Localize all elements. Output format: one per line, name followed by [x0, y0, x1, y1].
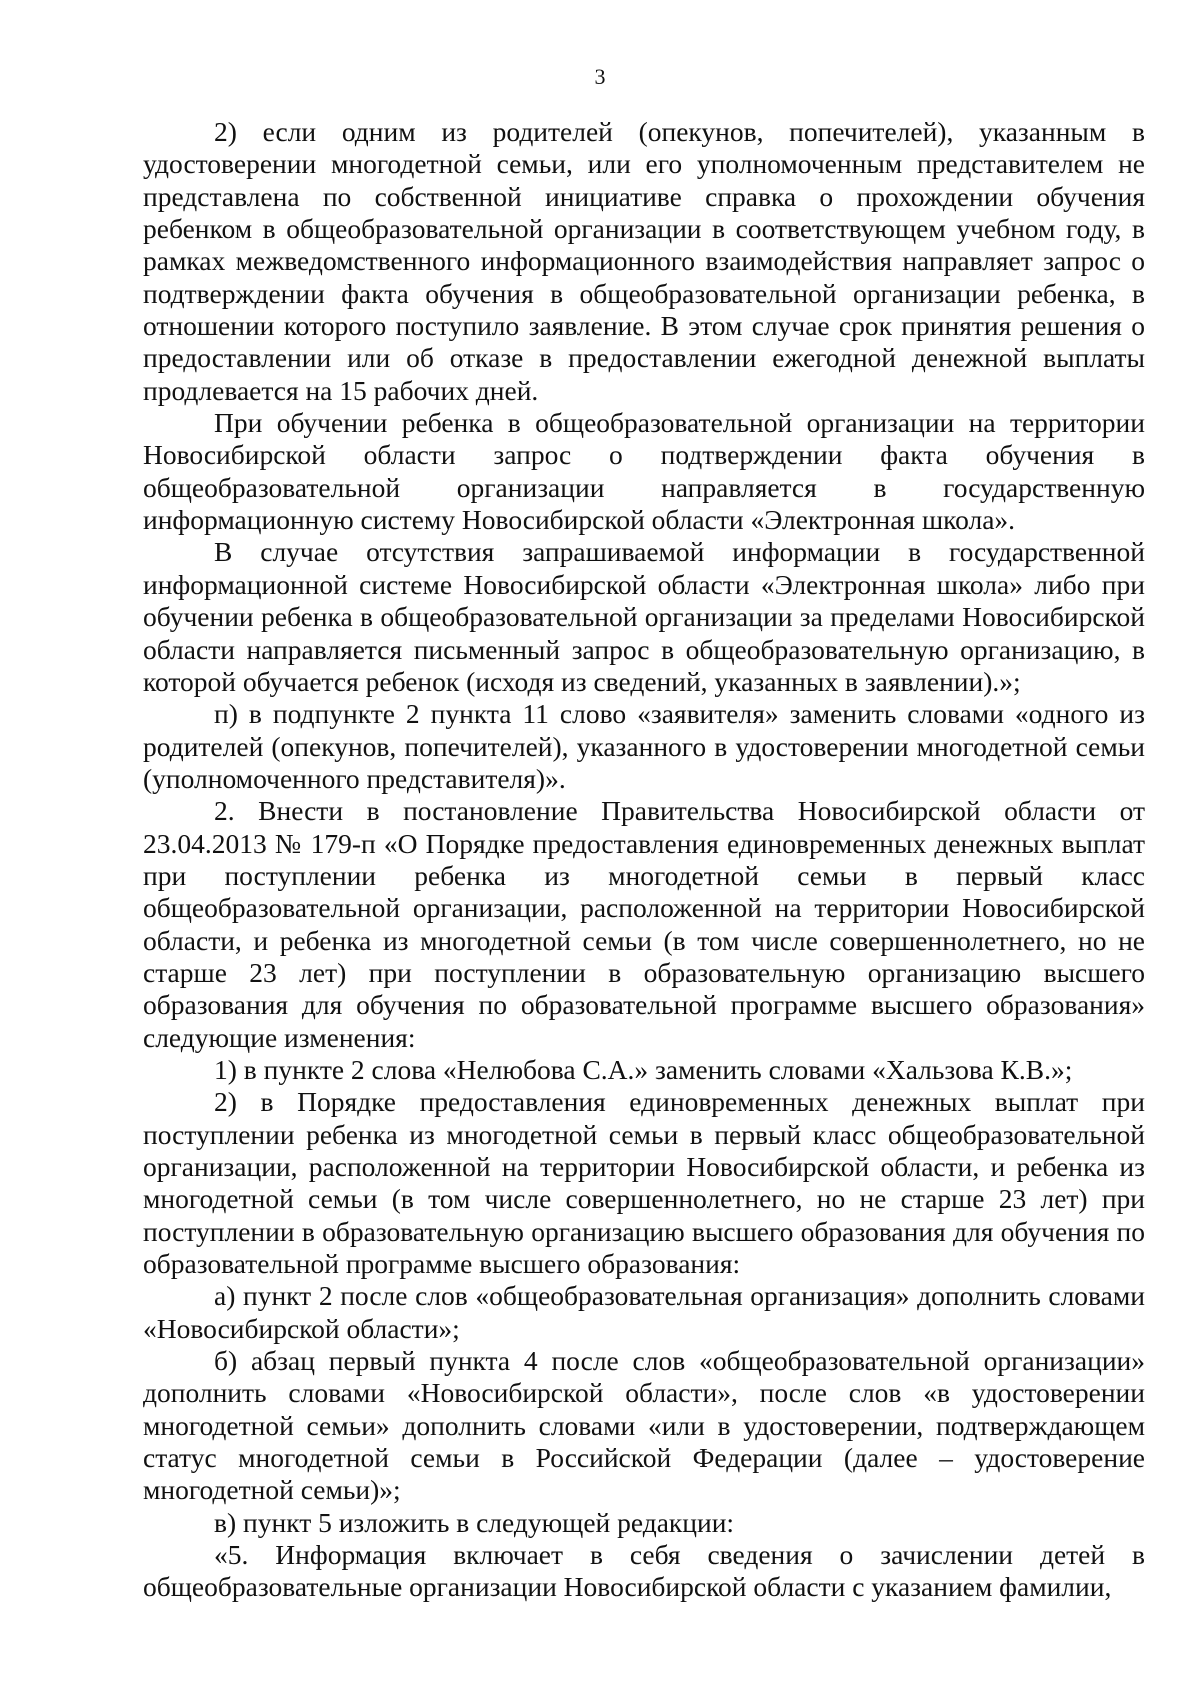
paragraph-10: в) пункт 5 изложить в следующей редакции: — [214, 1506, 735, 1538]
paragraph-4: п) в подпункте 2 пункта 11 слово «заявителя» заменить словами «одного из родителей (опекунов, попечителей), указанного в удостоверении многодетной семьи (уполномоченного представителя)». — [143, 698, 1145, 794]
page-number: 3 — [594, 64, 606, 89]
paragraph-2: При обучении ребенка в общеобразовательной организации на территории Новосибирской области запрос о подтверждении факта обучения в общеобразовательной организации направляется в государственную информационную систему Новосибирской области «Электронная школа». — [143, 407, 1145, 536]
paragraph-3: В случае отсутствия запрашиваемой информации в государственной информационной системе Новосибирской области «Электронная школа» либо при обучении ребенка в общеобразовательной организации за пределами Новосибирской области направляется письменный запрос в общеобразовательную организацию, в которой обучается ребенок (исходя из сведений, указанных в заявлении).»; — [143, 536, 1145, 697]
paragraph-9: б) абзац первый пункта 4 после слов «общеобразовательной организации» дополнить словами «Новосибирской области», после слов «в удостоверении многодетной семьи» дополнить словами «или в удостоверении, подтверждающем статус многодетной семьи в Российской Федерации (далее – удостоверение многодетной семьи)»; — [143, 1345, 1145, 1506]
paragraph-8: а) пункт 2 после слов «общеобразовательная организация» дополнить словами «Новосибирской области»; — [143, 1280, 1145, 1344]
document-body — [143, 116, 1145, 1604]
paragraph-5: 2. Внести в постановление Правительства Новосибирской области от 23.04.2013 № 179-п «О Порядке предоставления единовременных денежных выплат при поступлении ребенка из многодетной семьи в первый класс общеобразовательной организации, расположенной на территории Новосибирской области, и ребенка из многодетной семьи (в том числе совершеннолетнего, но не старше 23 лет) при поступлении в образовательную организацию высшего образования для обучения по образовательной программе высшего образования» следующие изменения: — [143, 795, 1145, 1053]
paragraph-11: «5. Информация включает в себя сведения о зачислении детей в общеобразовательные организации Новосибирской области с указанием фамилии, — [143, 1539, 1145, 1603]
paragraph-1: 2) если одним из родителей (опекунов, попечителей), указанным в удостоверении многодетной семьи, или его уполномоченным представителем не представлена по собственной инициативе справка о прохождении обучения ребенком в общеобразовательной организации в соответствующем учебном году, в рамках межведомственного информационного взаимодействия направляет запрос о подтверждении факта обучения в общеобразовательной организации ребенка, в отношении которого поступило заявление. В этом случае срок принятия решения о предоставлении или об отказе в предоставлении ежегодной денежной выплаты продлевается на 15 рабочих дней. — [143, 116, 1145, 406]
paragraph-6: 1) в пункте 2 слова «Нелюбова С.А.» заменить словами «Хальзова К.В.»; — [214, 1053, 1073, 1085]
paragraph-7: 2) в Порядке предоставления единовременных денежных выплат при поступлении ребенка из многодетной семьи в первый класс общеобразовательной организации, расположенной на территории Новосибирской области, и ребенка из многодетной семьи (в том числе совершеннолетнего, но не старше 23 лет) при поступлении в образовательную организацию высшего образования для обучения по образовательной программе высшего образования: — [143, 1086, 1145, 1280]
